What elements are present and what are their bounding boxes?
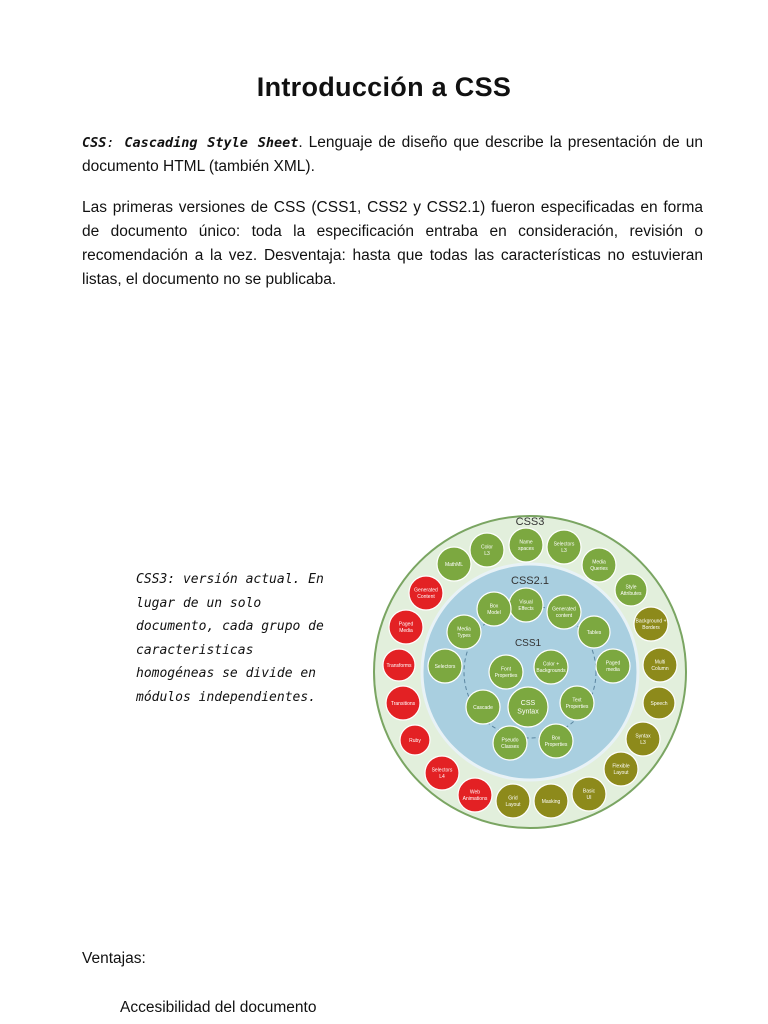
- module-label: Queries: [590, 566, 608, 572]
- module-label: Transitions: [390, 700, 416, 707]
- module-label: Animations: [462, 796, 488, 802]
- module-label: Name: [519, 539, 533, 546]
- module-label: Multi: [654, 659, 666, 666]
- module-label: L3: [640, 740, 646, 746]
- module-label: Flexible: [612, 763, 630, 770]
- module-label: Layout: [613, 770, 629, 776]
- css-expansion: Cascading Style Sheet: [124, 135, 299, 151]
- module-label: Transforms: [386, 662, 412, 669]
- module-label: Grid: [508, 795, 518, 802]
- module-label: Style: [625, 584, 637, 591]
- module-syntax-l3: [626, 722, 660, 756]
- module-media-queries: [582, 548, 616, 582]
- module-label: Properties: [494, 673, 518, 679]
- module-label: Box: [489, 603, 499, 610]
- module-generated-content: [547, 595, 581, 629]
- module-label: Layout: [505, 802, 521, 808]
- module-transitions: [386, 686, 420, 720]
- history-paragraph: Las primeras versiones de CSS (CSS1, CSS2 y CSS2.1) fueron especificadas en forma de documento único: toda la especificación entraba en consideración, revisión o recomendación a la vez. Desventaja: hasta que todas las características no estuvieran listas, el documento no se publicaba.: [82, 199, 703, 288]
- module-label: Web: [469, 789, 481, 796]
- css3-note: CSS3: versión actual. En lugar de un solo documento, cada grupo de caracteristicas homogéneas se divide en módulos independientes.: [136, 572, 324, 705]
- module-basic-ui: [572, 777, 606, 811]
- module-label: Content: [417, 594, 435, 600]
- module-label: Color: [481, 544, 493, 551]
- module-label: UI: [586, 795, 592, 801]
- module-flexible-layout: [604, 752, 638, 786]
- module-visual-effects: [509, 588, 543, 622]
- module-label: Basic: [582, 788, 596, 795]
- module-media-types: [447, 615, 481, 649]
- module-label: MathML: [444, 561, 464, 568]
- module-tables: [578, 616, 610, 648]
- module-selectors-l3: [547, 530, 581, 564]
- module-label: content: [555, 613, 573, 619]
- module-label: Syntax: [517, 708, 539, 716]
- module-paged-media: [596, 649, 630, 683]
- module-color-backgrounds: [534, 650, 568, 684]
- module-label: Media: [592, 559, 606, 566]
- module-label: Selectors: [553, 541, 575, 548]
- module-label: Tables: [586, 629, 602, 636]
- intro-paragraph: [82, 131, 703, 179]
- module-label: Media: [399, 628, 413, 634]
- module-label: Column: [651, 666, 669, 672]
- module-label: L3: [561, 548, 567, 554]
- module-label: Text: [572, 697, 582, 704]
- module-cascade: [466, 690, 500, 724]
- module-generated-content: [409, 576, 443, 610]
- module-label: Cascade: [473, 704, 493, 711]
- module-paged-media: [389, 610, 423, 644]
- module-selectors: [428, 649, 462, 683]
- module-label: Color +: [542, 661, 560, 668]
- module-label: Properties: [544, 742, 568, 748]
- module-label: Generated: [414, 587, 438, 594]
- advantages-label: Ventajas:: [82, 950, 146, 967]
- module-label: L4: [439, 774, 445, 780]
- module-label: Generated: [552, 606, 576, 613]
- module-label: L3: [484, 551, 490, 557]
- module-label: Paged: [398, 621, 414, 628]
- page-title: Introducción a CSS: [256, 72, 512, 102]
- module-speech: [643, 687, 675, 719]
- module-label: Paged: [605, 660, 621, 667]
- module-label: media: [606, 667, 620, 673]
- module-label: Attributes: [620, 591, 642, 597]
- module-pseudo-classes: [493, 726, 527, 760]
- module-label: Backgrounds: [536, 668, 566, 674]
- module-label: Visual: [519, 599, 533, 606]
- module-ruby: [400, 725, 430, 755]
- ring-label-css3: CSS3: [515, 516, 545, 528]
- module-label: Pseudo: [501, 737, 519, 744]
- module-box-properties: [539, 724, 573, 758]
- module-label: Model: [487, 610, 501, 616]
- module-label: Classes: [501, 744, 519, 750]
- module-masking: [534, 784, 568, 818]
- module-css-syntax: [508, 687, 548, 727]
- module-label: Background +: [635, 618, 667, 625]
- module-label: Font: [500, 666, 512, 673]
- css-modules-diagram: [368, 510, 692, 834]
- term-separator: :: [106, 135, 125, 151]
- intro-text: . Lenguaje de diseño que describe la presentación de un documento HTML (también XML).: [82, 134, 703, 175]
- ring-label-css1: CSS1: [514, 638, 542, 649]
- ring-label-css21: CSS2.1: [511, 575, 549, 587]
- module-label: Masking: [541, 798, 561, 805]
- module-label: spaces: [518, 546, 534, 552]
- module-transforms: [383, 649, 415, 681]
- module-label: Media: [457, 626, 471, 633]
- module-label: Ruby: [409, 737, 421, 744]
- module-box-model: [477, 592, 511, 626]
- module-grid-layout: [496, 784, 530, 818]
- module-font-properties: [489, 655, 523, 689]
- module-label: Borders: [642, 625, 660, 631]
- module-selectors-l4: [425, 756, 459, 790]
- advantage-item: Accesibilidad del documento: [120, 999, 317, 1016]
- module-color-l3: [470, 533, 504, 567]
- module-label: Syntax: [635, 733, 651, 740]
- module-label: Effects: [518, 606, 534, 612]
- module-label: Selectors: [431, 767, 453, 774]
- module-label: Selectors: [434, 663, 456, 670]
- module-web-animations: [458, 778, 492, 812]
- module-text-properties: [560, 686, 594, 720]
- module-label: Box: [551, 735, 561, 742]
- module-label: Types: [457, 633, 471, 639]
- module-background-borders: [634, 607, 668, 641]
- module-label: Speech: [650, 700, 668, 707]
- module-name-spaces: [509, 528, 543, 562]
- module-style-attributes: [615, 574, 647, 606]
- css-term: CSS: [82, 135, 107, 151]
- module-label: CSS: [520, 700, 536, 708]
- module-mathml: [437, 547, 471, 581]
- module-label: Properties: [565, 704, 589, 710]
- module-multi-column: [643, 648, 677, 682]
